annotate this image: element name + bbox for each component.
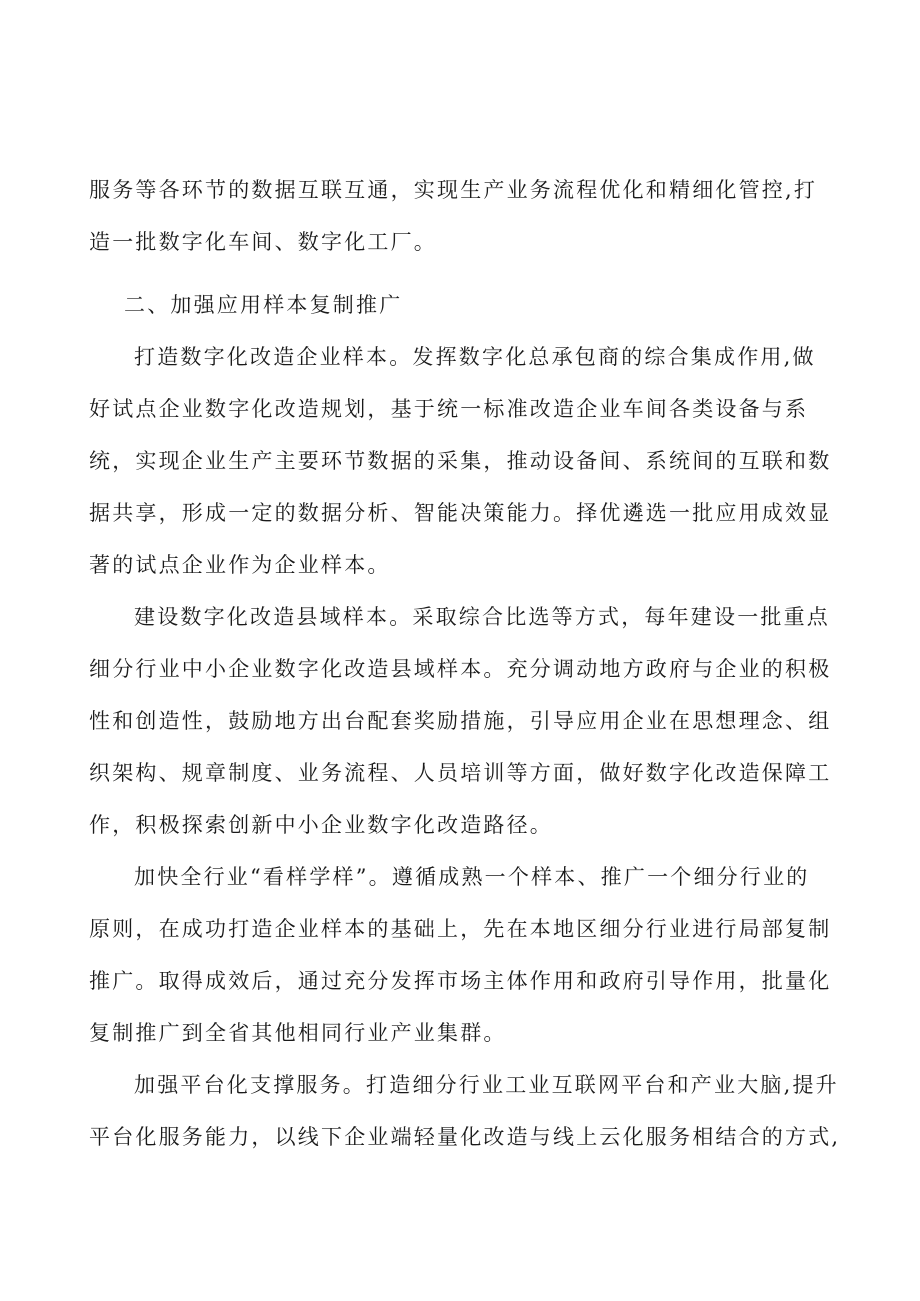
paragraph-line: 原则，在成功打造企业样本的基础上，先在本地区细分行业进行局部复制	[89, 917, 832, 941]
paragraph-line: 著的试点企业作为企业样本。	[89, 553, 391, 577]
paragraph-line: 建设数字化改造县域样本。采取综合比选等方式，每年建设一批重点	[134, 605, 830, 629]
paragraph-line: 造一批数字化车间、数字化工厂。	[89, 230, 437, 254]
paragraph-line: 服务等各环节的数据互联互通，实现生产业务流程优化和精细化管控,打	[89, 178, 818, 202]
paragraph-line: 性和创造性，鼓励地方出台配套奖励措施，引导应用企业在思想理念、组	[89, 709, 832, 733]
paragraph-line: 打造数字化改造企业样本。发挥数字化总承包商的综合集成作用,做	[134, 345, 816, 369]
paragraph-line: 作，积极探索创新中小企业数字化改造路径。	[89, 813, 553, 837]
paragraph-line: 推广。取得成效后，通过充分发挥市场主体作用和政府引导作用，批量化	[89, 969, 832, 993]
paragraph-line: 复制推广到全省其他相同行业产业集群。	[89, 1021, 507, 1045]
paragraph-line: 织架构、规章制度、业务流程、人员培训等方面，做好数字化改造保障工	[89, 761, 832, 785]
paragraph-line: 细分行业中小企业数字化改造县域样本。充分调动地方政府与企业的积极	[89, 657, 832, 681]
paragraph-line: 据共享，形成一定的数据分析、智能决策能力。择优遴选一批应用成效显	[89, 501, 832, 525]
paragraph-line: 加快全行业“看样学样”。遵循成熟一个样本、推广一个细分行业的	[134, 865, 810, 889]
paragraph-line: 加强平台化支撑服务。打造细分行业工业互联网平台和产业大脑,提升	[134, 1073, 839, 1097]
paragraph-line: 平台化服务能力，以线下企业端轻量化改造与线上云化服务相结合的方式,	[89, 1125, 841, 1149]
paragraph-line: 统，实现企业生产主要环节数据的采集，推动设备间、系统间的互联和数	[89, 449, 832, 473]
section-heading: 二、加强应用样本复制推广	[124, 293, 403, 317]
paragraph-line: 好试点企业数字化改造规划，基于统一标准改造企业车间各类设备与系	[89, 397, 809, 421]
